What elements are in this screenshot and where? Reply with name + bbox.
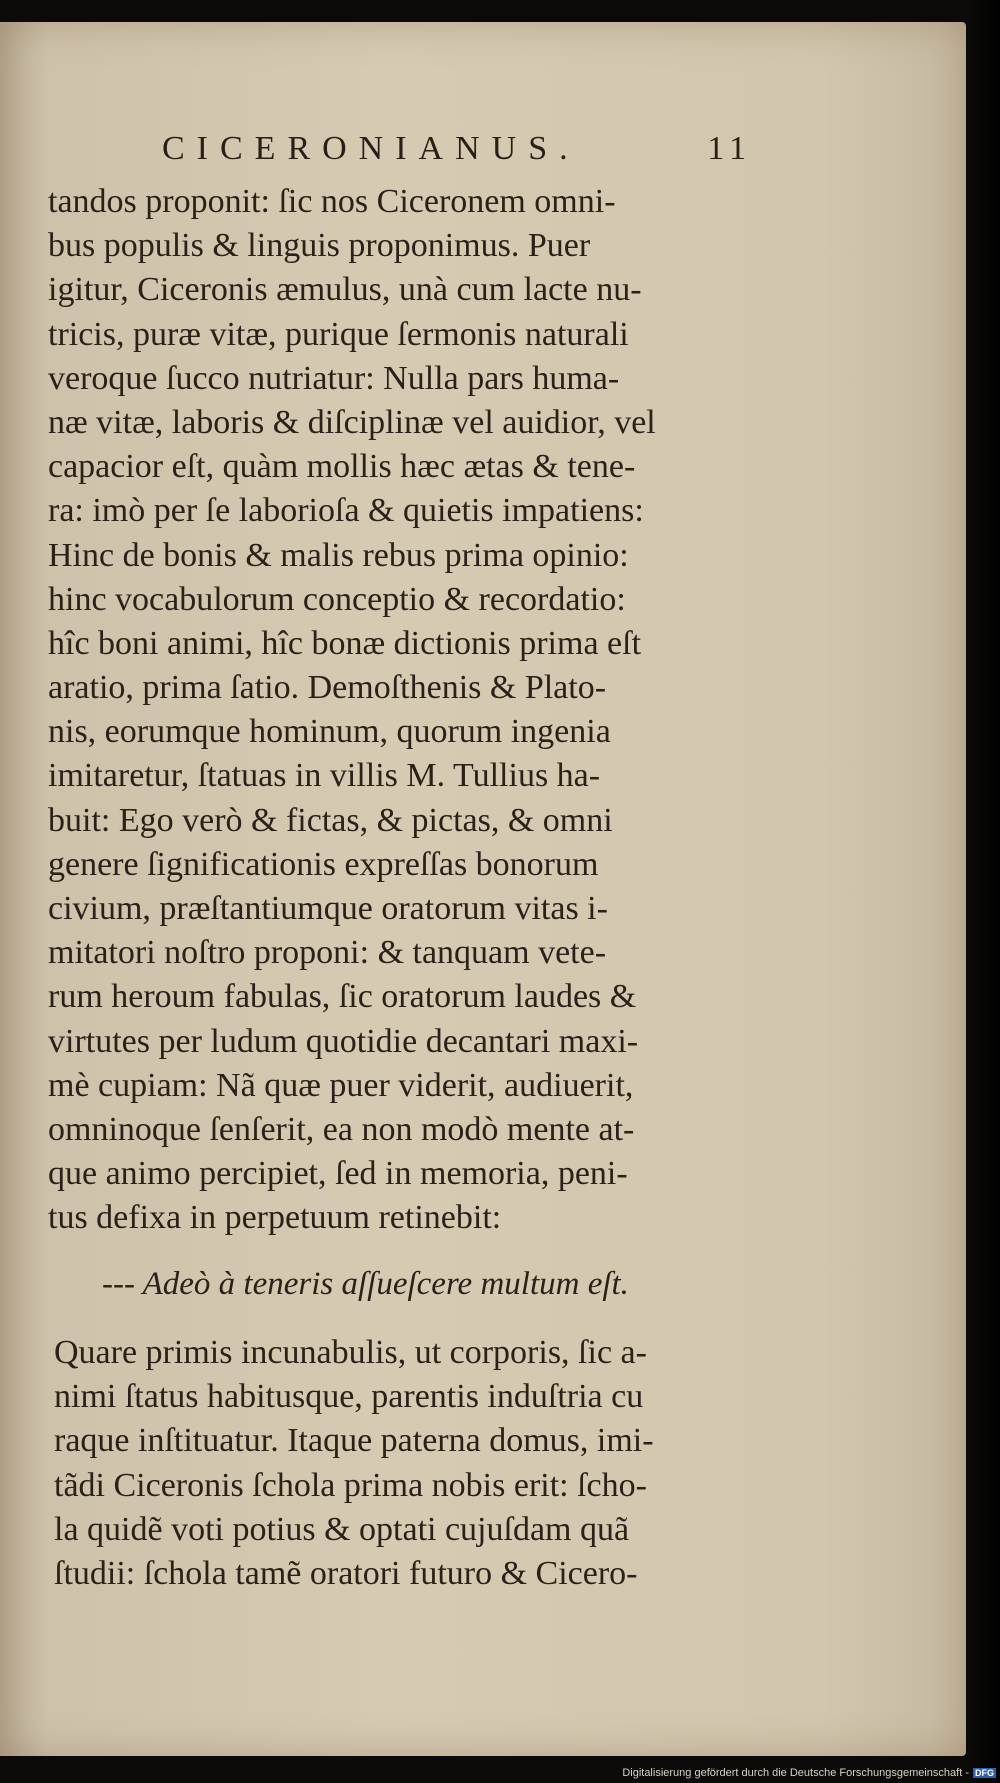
text-line: ſtudii: ſchola tamẽ oratori futuro & Cicero- [54,1554,638,1592]
text-line: nimi ſtatus habitusque, parentis induſtria cu [54,1378,644,1416]
text-line: hinc vocabulorum conceptio & recordatio: [48,580,626,618]
text-line: mitatori noſtro proponi: & tanquam vete- [48,934,607,972]
text-line: que animo percipiet, ſed in memoria, peni- [48,1155,628,1193]
text-line: aratio, prima ſatio. Demoſthenis & Plato- [48,669,607,707]
text-line: tandos proponit: ſic nos Ciceronem omni- [48,183,616,220]
verse-quotation: --- Adeò à teneris aſſueſcere multum eſt. [102,1266,629,1302]
credit-text: Digitalisierung gefördert durch die Deutsche Forschungsgemeinschaft - [622,1767,969,1779]
text-line: la quidẽ voti potius & optati cujuſdam quã [54,1510,630,1548]
text-line: igitur, Ciceronis æmulus, unà cum lacte nu- [48,271,642,309]
digitization-credit [622,1767,996,1779]
text-line: tãdi Ciceronis ſchola prima nobis erit: ſcho- [54,1466,647,1504]
text-line: capacior eſt, quàm mollis hæc ætas & tene- [48,448,636,486]
text-line: buit: Ego verò & fictas, & pictas, & omni [48,801,613,839]
text-line: raque inſtituatur. Itaque paterna domus, imi- [54,1422,654,1460]
text-line: veroque ſucco nutriatur: Nulla pars huma- [48,359,620,397]
text-line: hîc boni animi, hîc bonæ dictionis prima eſt [48,624,642,662]
text-line: omninoque ſenſerit, ea non modò mente at- [48,1110,635,1148]
text-line: rum heroum fabulas, ſic oratorum laudes & [48,978,637,1016]
text-line: Hinc de bonis & malis rebus prima opinio: [48,536,629,574]
text-line: civium, præſtantiumque oratorum vitas i- [48,890,608,927]
page-number: 11 [707,130,752,167]
text-line: næ vitæ, laboris & diſciplinæ vel auidior, vel [48,403,656,441]
text-line: imitaretur, ſtatuas in villis M. Tullius ha- [48,757,601,795]
text-line: tricis, puræ vitæ, purique ſermonis naturali [48,315,629,353]
text-line: nis, eorumque hominum, quorum ingenia [48,713,611,751]
book-page [0,22,966,1756]
text-line: ra: imò per ſe laborioſa & quietis impatiens: [48,492,644,530]
text-line: Quare primis incunabulis, ut corporis, ſic a- [54,1334,647,1371]
running-head: CICERONIANUS. [162,130,580,167]
main-text-block [48,180,788,1241]
second-text-block [54,1332,794,1597]
text-line: genere ſignificationis expreſſas bonorum [48,845,599,883]
scan-border [970,0,1000,1783]
text-line: bus populis & linguis proponimus. Puer [48,227,591,265]
text-line: mè cupiam: Nã quæ puer viderit, audiuerit, [48,1066,634,1104]
text-line: tus defixa in perpetuum retinebit: [48,1199,502,1237]
text-line: virtutes per ludum quotidie decantari maxi- [48,1022,639,1060]
page-header [162,130,752,176]
dfg-logo: DFG [975,1768,994,1778]
